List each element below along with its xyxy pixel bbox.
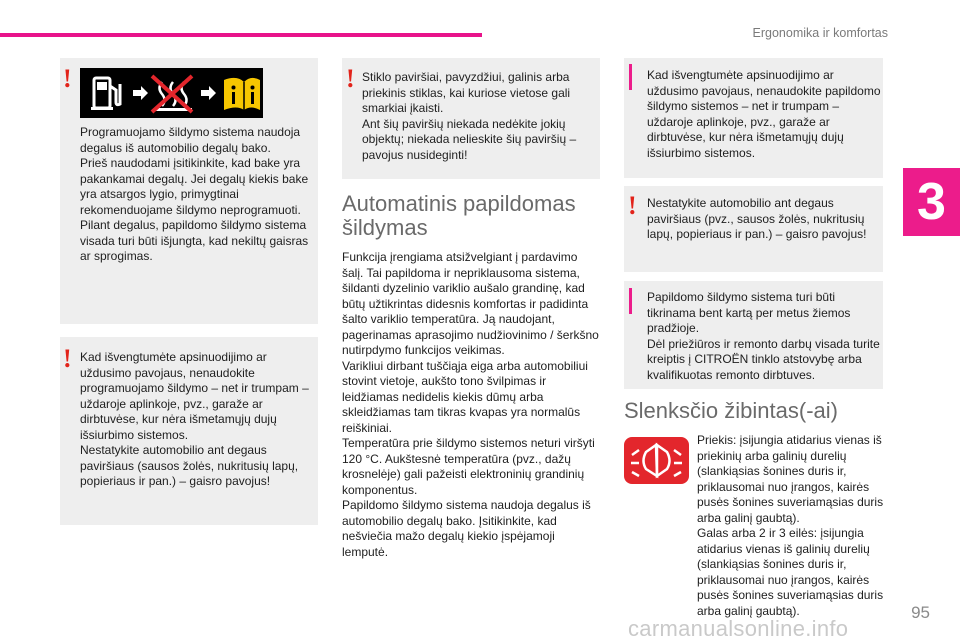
courtesy-light-icon [624, 437, 689, 484]
manual-info-icon [224, 78, 260, 110]
info-marker-icon [629, 288, 632, 314]
warning-text-fuel: Programuojamo šildymo sistema naudoja degalus iš automobilio degalų bako. Prieš naudodami įsitikinkite, kad bake yra pakankamai degalų. Jei degalų kiekis bake yra atsargos lygio, primygtinai rekomenduojame šildymo neprogramuoti. Pilant degalus, papildomo šildymo sistema visada turi būti išjungta, kad nekiltų gaisras ar sprogimas. [80, 125, 309, 263]
section-heading-auto-heating: Automatinis papildomas šildymas [342, 191, 576, 240]
warning-text-poisoning: Kad išvengtumėte apsinuodijimo ar uždusimo pavojaus, nenaudokite programuojamo šildymo – net ir trumpam – uždaroje aplinkoje, pvz., garaže ar dirbtuvėse, kur nėra išmetamųjų dujų išsiurbimo sistemos. Nestatykite automobilio ant degaus paviršiaus (sausos žolės, nukritusių lapų, popieriaus ir pan.) – gaisro pavojus! [80, 350, 309, 488]
warning-text-glass: Stiklo paviršiai, pavyzdžiui, galinis arba priekinis stiklas, kai kuriose vietose gali smarkiai įkaisti. Ant šių paviršių niekada nedėkite jokių objektų; niekada nelieskite šių paviršių – pavojus nusideginti! [362, 70, 577, 162]
warning-exclamation-icon: ! [63, 344, 72, 373]
info-text-maintenance: Papildomo šildymo sistema turi būti tikrinama bent kartą per metus žiemos pradžioje. Dėl priežiūros ir remonto darbų visada turite kreiptis į CITROËN tinklo atstovybę arba kvalifikuotas remonto dirbtuves. [647, 290, 880, 382]
heater-crossed-icon [152, 76, 192, 112]
paragraph-auto-heating-2: Temperatūra prie šildymo sistemos neturi viršyti 120 °C. Aukštesnė temperatūra (pvz., dažų krosnelėje) gali pažeisti elektroninių grandinių komponentus. Papildomo šildymo sistema naudoja degalus iš automobilio degalų bako. Įsitikinkite, kad nešviečia mažo degalų kiekio įspėjamoji lemputė. [342, 436, 595, 559]
warning-exclamation-icon: ! [346, 64, 355, 93]
chapter-number: 3 [917, 173, 946, 231]
warning-text-flammable: Nestatykite automobilio ant degaus paviršiaus (pvz., sausos žolės, nukritusių lapų, popieriaus ir pan.) – gaisro pavojus! [647, 196, 867, 241]
pictogram-strip [80, 68, 263, 118]
watermark: carmanualsonline.info [628, 616, 849, 641]
header-accent-bar [0, 33, 482, 37]
info-text-poisoning: Kad išvengtumėte apsinuodijimo ar uždusimo pavojaus, nenaudokite papildomo šildymo sistemos – net ir trumpam – uždaroje aplinkoje, pvz., garaže ar dirbtuvėse, kur nėra išmetamųjų dujų išsiurbimo sistemos. [647, 68, 881, 160]
fuel-heater-pictogram [80, 68, 263, 118]
arrow-right-icon-2 [201, 86, 216, 100]
info-marker-icon [629, 64, 632, 90]
arrow-right-icon [133, 86, 148, 100]
section-heading-puddle-lights: Slenksčio žibintas(-ai) [624, 398, 838, 423]
page-number: 95 [911, 603, 930, 622]
fuel-pump-icon [91, 78, 120, 110]
warning-exclamation-icon: ! [628, 191, 637, 220]
paragraph-auto-heating-1: Funkcija įrengiama atsižvelgiant į pardavimo šalį. Tai papildoma ir nepriklausoma sistema, šildanti dyzelinio variklio aušalo grandinę, kad būtų užtikrintas didesnis komfortas ir padidinta šalto variklio temperatūra. Ją naudojant, pagerinamas aprasojimo nudžiovinimo / šerkšno nutirpdymo funkcijos veikimas. Varikliui dirbant tuščiąja eiga arba automobiliui stovint vietoje, aukšto tono švilpimas ir leidžiamas nedidelis kiekis dūmų arba skleidžiamas tam tikras kvapas yra normalūs reiškiniai. [342, 250, 599, 435]
puddle-lights-text: Priekis: įsijungia atidarius vienas iš priekinių arba galinių durelių (slankiąsias šonines duris ir, priklausomai nuo įrangos, kairės pusės šonines suveriamąsias duris arba galinį gaubtą). Galas arba 2 ir 3 eilės: įsijungia atidarius vienas iš galinių durelių (slankiąsias šonines duris ir, priklausomai nuo įrangos, kairės pusės šonines suveriamąsias duris arba galinį gaubtą). [697, 433, 884, 618]
warning-exclamation-icon: ! [63, 64, 72, 93]
section-title: Ergonomika ir komfortas [752, 26, 888, 40]
